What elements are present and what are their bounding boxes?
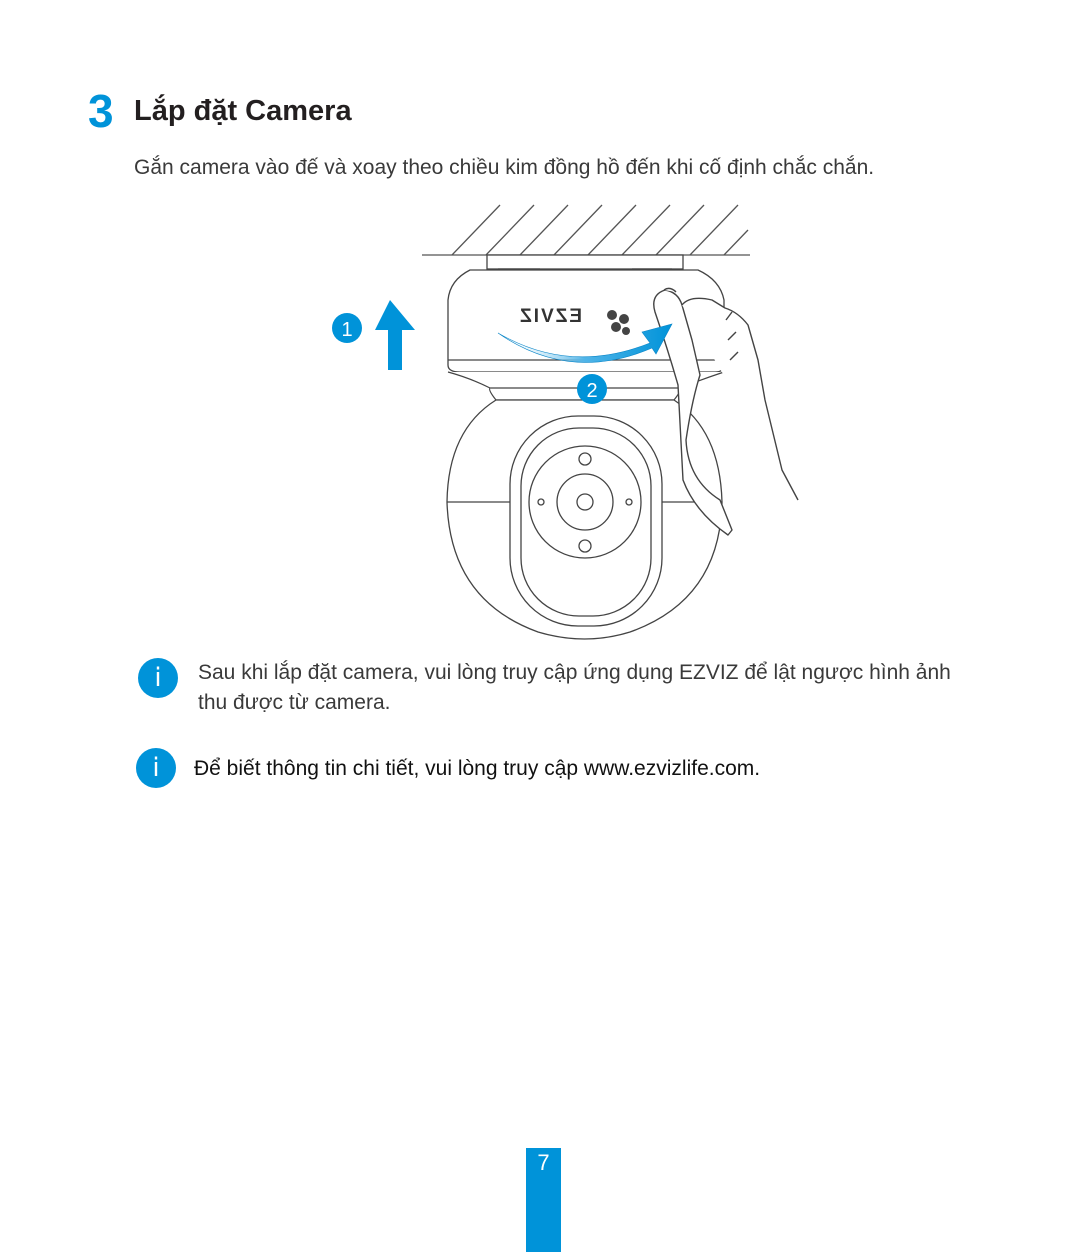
note-website bbox=[136, 748, 966, 788]
svg-text:EZVIZ: EZVIZ bbox=[518, 306, 582, 327]
page-number: 7 bbox=[537, 1150, 550, 1175]
brand-logo bbox=[518, 306, 582, 327]
info-icon: i bbox=[136, 748, 176, 788]
note-text: Để biết thông tin chi tiết, vui lòng truy cập www.ezvizlife.com. bbox=[194, 757, 761, 780]
lens-housing bbox=[510, 416, 662, 626]
mount-base bbox=[487, 255, 683, 269]
note-flip-image bbox=[138, 658, 968, 718]
note-text: Sau khi lắp đặt camera, vui lòng truy cập ứng dụng EZVIZ để lật ngược hình ảnh thu được từ camera. bbox=[198, 661, 951, 714]
info-icon: i bbox=[138, 658, 178, 698]
callout-2 bbox=[577, 374, 607, 404]
step-number: 3 bbox=[88, 85, 114, 137]
callout-2-label: 2 bbox=[586, 380, 598, 402]
ceiling bbox=[422, 205, 750, 255]
page-number-tab bbox=[526, 1148, 561, 1252]
upward-arrow-icon bbox=[375, 300, 415, 370]
installation-figure bbox=[320, 200, 810, 650]
callout-1 bbox=[332, 313, 362, 343]
callout-1-label: 1 bbox=[341, 319, 353, 341]
step-description: Gắn camera vào đế và xoay theo chiều kim đồng hồ đến khi cố định chắc chắn. bbox=[134, 156, 875, 179]
step-title: Lắp đặt Camera bbox=[134, 95, 352, 127]
